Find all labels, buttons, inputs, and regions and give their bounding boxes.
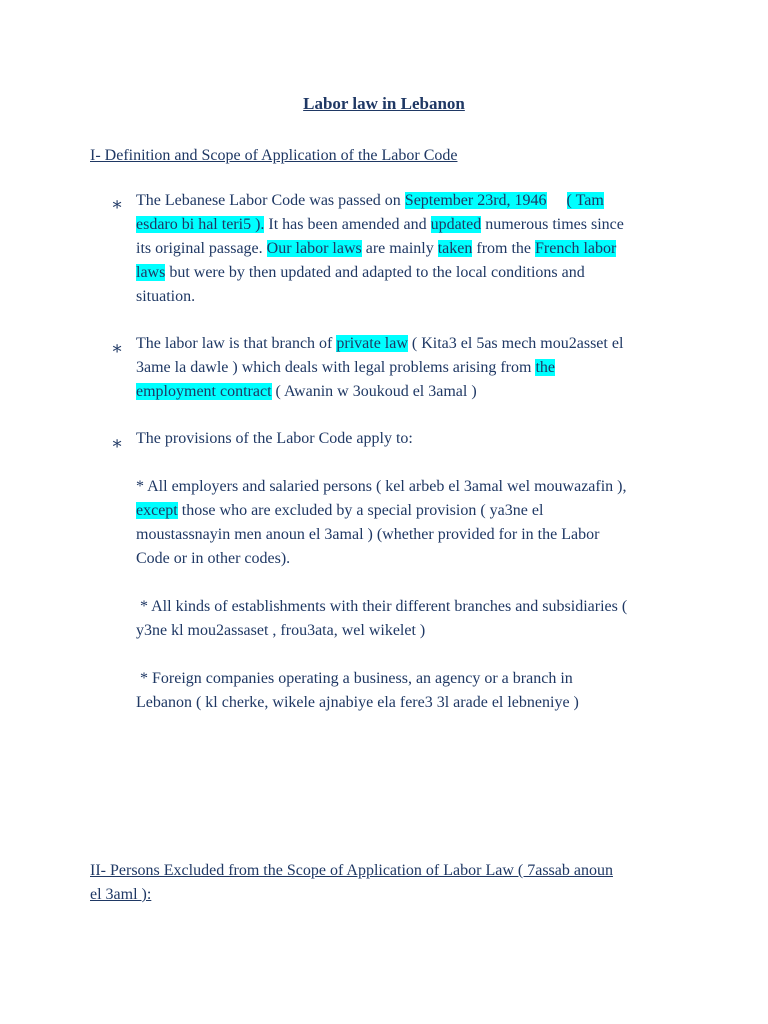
highlight-private-law: private law xyxy=(336,335,408,352)
text-line: situation. xyxy=(136,288,196,305)
text-line: The provisions of the Labor Code apply to: xyxy=(136,430,413,447)
text-line: Code or in other codes). xyxy=(136,550,291,567)
section1-heading: I- Definition and Scope of Application of the Labor Code xyxy=(90,147,458,164)
highlight-the: the xyxy=(535,359,555,376)
text-run xyxy=(547,192,567,209)
text-run: but were by then updated and adapted to the local conditions and xyxy=(165,264,585,281)
text-run: ( Awanin w 3oukoud el 3amal ) xyxy=(271,383,477,400)
highlight-text: ( Tam xyxy=(566,192,604,209)
bullet-star-icon: ∗ xyxy=(111,338,124,358)
text-line xyxy=(136,356,696,380)
paragraph-employers xyxy=(136,475,696,571)
text-run: The labor law is that branch of xyxy=(136,335,337,352)
text-line xyxy=(136,380,696,404)
paragraph-labor-code-passage xyxy=(136,189,696,309)
highlight-date: September 23rd, 1946 xyxy=(404,192,547,209)
text-run: The Lebanese Labor Code was passed on xyxy=(136,192,405,209)
text-run: It has been amended and xyxy=(264,216,431,233)
text-run: are mainly xyxy=(361,240,438,257)
highlight-text: esdaro bi hal teri5 ). xyxy=(136,216,265,233)
highlight-french-labor: French labor xyxy=(535,240,617,257)
text-run: its original passage. xyxy=(136,240,267,257)
paragraph-establishments xyxy=(136,595,696,643)
text-line xyxy=(136,237,696,261)
highlight-laws: laws xyxy=(136,264,166,281)
text-line: y3ne kl mou2assaset , frou3ata, wel wikelet ) xyxy=(136,622,426,639)
bullet-star-icon: ∗ xyxy=(111,433,124,453)
text-run: from the xyxy=(472,240,536,257)
text-run: ( Kita3 el 5as mech mou2asset el xyxy=(407,335,624,352)
paragraph-foreign-companies xyxy=(136,667,696,715)
text-line xyxy=(136,499,696,523)
text-line: el 3aml ): xyxy=(90,886,152,903)
text-run: 3ame la dawle ) which deals with legal problems arising from xyxy=(136,359,536,376)
paragraph-provisions-intro xyxy=(136,427,696,451)
text-line: * All kinds of establishments with their different branches and subsidiaries ( xyxy=(136,598,628,615)
page-title: Labor law in Lebanon xyxy=(303,94,465,113)
text-line xyxy=(136,189,696,213)
text-line xyxy=(136,332,696,356)
text-run: numerous times since xyxy=(481,216,624,233)
text-line: Lebanon ( kl cherke, wikele ajnabiye ela fere3 3l arade el lebneniye ) xyxy=(136,694,579,711)
highlight-employment-contract: employment contract xyxy=(136,383,272,400)
highlight-updated: updated xyxy=(430,216,482,233)
text-line: II- Persons Excluded from the Scope of Application of Labor Law ( 7assab anoun xyxy=(90,862,613,879)
text-run: those who are excluded by a special provision ( ya3ne el xyxy=(177,502,544,519)
highlight-except: except xyxy=(136,502,178,519)
text-line: * All employers and salaried persons ( kel arbeb el 3amal wel mouwazafin ), xyxy=(136,478,627,495)
text-line: * Foreign companies operating a business, an agency or a branch in xyxy=(136,670,573,687)
section2-heading xyxy=(90,859,613,907)
text-line: moustassnayin men anoun el 3amal ) (whether provided for in the Labor xyxy=(136,526,600,543)
bullet-star-icon: ∗ xyxy=(111,194,124,214)
text-line xyxy=(136,213,696,237)
highlight-taken: taken xyxy=(437,240,473,257)
highlight-our-labor-laws: Our labor laws xyxy=(266,240,362,257)
paragraph-labor-law-branch xyxy=(136,332,696,404)
text-line xyxy=(136,261,696,285)
